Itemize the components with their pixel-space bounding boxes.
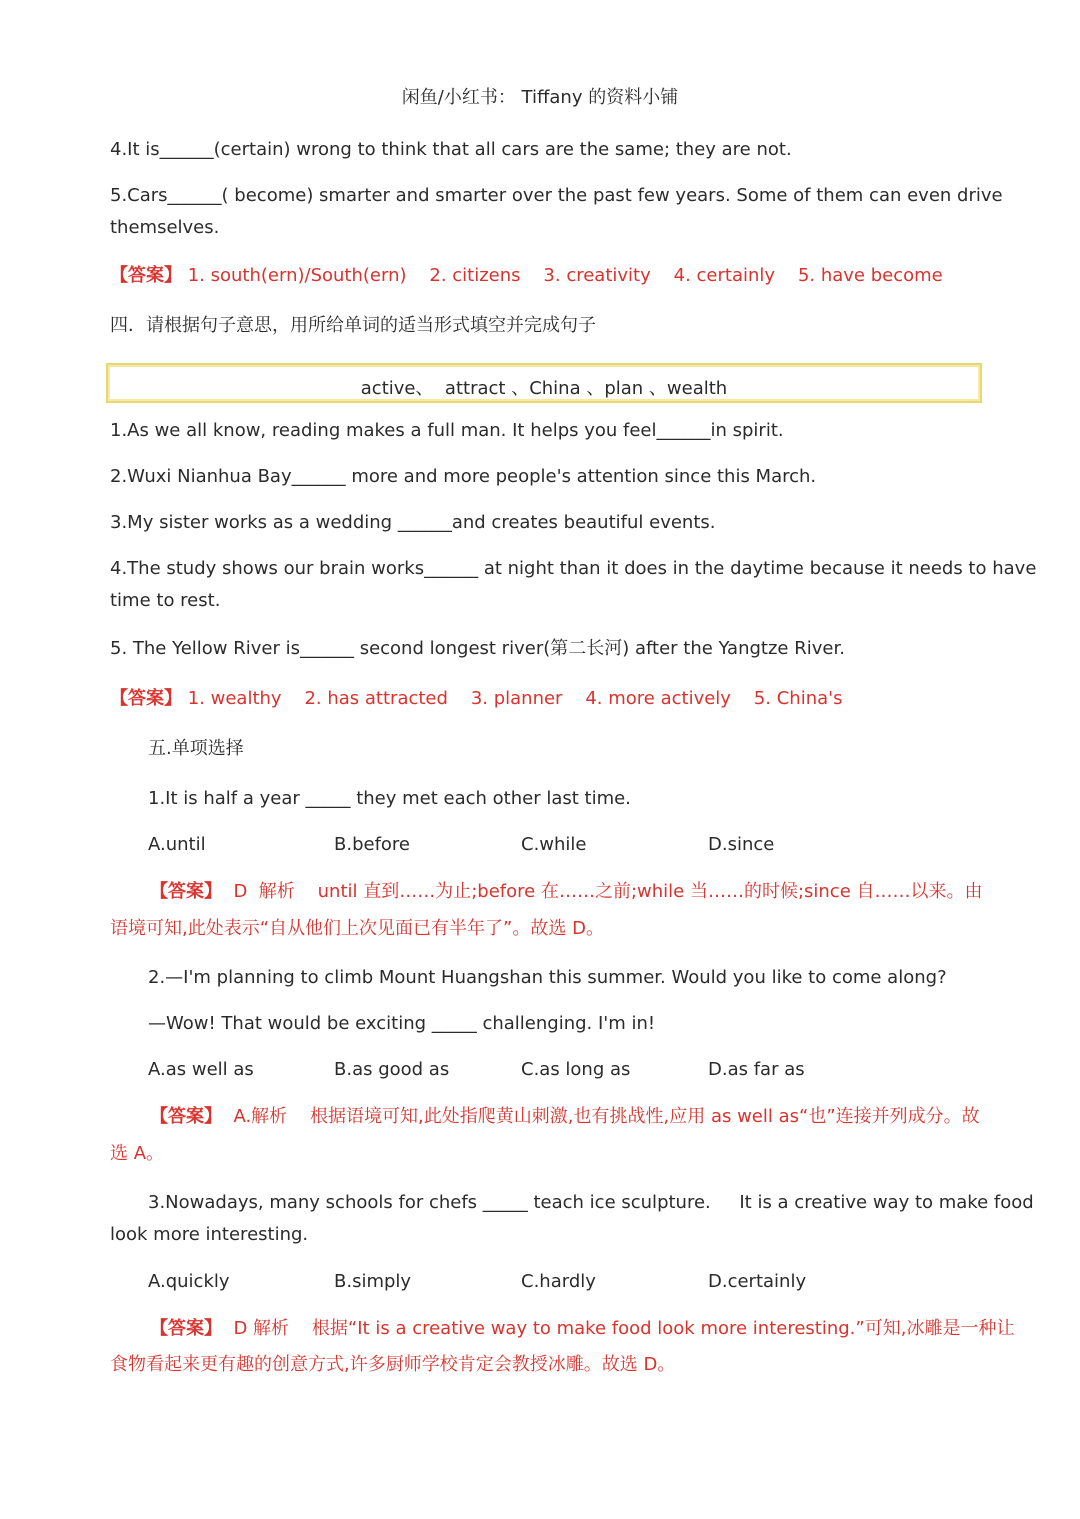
mc-question-1-option-a: A.until [148, 834, 206, 855]
mc-question-2-stem-line2: —Wow! That would be exciting _____ challenging. I'm in! [148, 1013, 656, 1034]
mc-question-1-answer-line1 [150, 883, 983, 901]
answer-text: 1. south(ern)/South(ern) 2. citizens 3. creativity 4. certainly 5. have become [187, 265, 943, 286]
s4-question-2: 2.Wuxi Nianhua Bay______ more and more people's attention since this March. [110, 466, 817, 487]
mc-question-3-answer-line1 [150, 1320, 1014, 1338]
mc-question-3-stem-line2: look more interesting. [110, 1224, 309, 1245]
answer-text: D 解析 until 直到……为止;before 在……之前;while 当……的时候;since 自……以来。由 [227, 881, 983, 902]
mc-question-1-option-b: B.before [334, 834, 410, 855]
s4-question-5: 5. The Yellow River is______ second longest river(第二长河) after the Yangtze River. [110, 638, 845, 659]
s3-question-5-line1: 5.Cars______( become) smarter and smarter over the past few years. Some of them can even drive [110, 185, 1003, 206]
s4-question-4-line2: time to rest. [110, 590, 221, 611]
s4-question-4-line1: 4.The study shows our brain works______ at night than it does in the daytime because it needs to have [110, 558, 1037, 579]
mc-question-2-option-b: B.as good as [334, 1059, 450, 1080]
s4-question-3: 3.My sister works as a wedding ______and creates beautiful events. [110, 512, 716, 533]
s4-answer [110, 690, 842, 708]
mc-question-1-option-d: D.since [708, 834, 775, 855]
word-box [106, 363, 982, 403]
s3-question-5-line2: themselves. [110, 217, 220, 238]
s3-answer [110, 267, 943, 285]
mc-question-2-option-d: D.as far as [708, 1059, 805, 1080]
mc-question-2-stem-line1: 2.—I'm planning to climb Mount Huangshan this summer. Would you like to come along? [148, 967, 947, 988]
answer-tag: 【答案】 [110, 265, 182, 286]
answer-text: D 解析 根据“It is a creative way to make food look more interesting.”可知,冰雕是一种让 [227, 1318, 1015, 1339]
mc-question-1-option-c: C.while [521, 834, 587, 855]
mc-question-1-answer-line2: 语境可知,此处表示“自从他们上次见面已有半年了”。故选 D。 [110, 918, 604, 939]
s5-title: 五.单项选择 [148, 738, 244, 759]
mc-question-2-answer-line2: 选 A。 [110, 1143, 165, 1164]
page-header: 闲鱼/小红书： Tiffany 的资料小铺 [401, 87, 679, 108]
answer-tag: 【答案】 [150, 881, 222, 902]
s3-question-4: 4.It is______(certain) wrong to think that all cars are the same; they are not. [110, 139, 792, 160]
mc-question-1-stem: 1.It is half a year _____ they met each other last time. [148, 788, 631, 809]
mc-question-2-answer-line1 [150, 1108, 980, 1126]
answer-tag: 【答案】 [150, 1318, 222, 1339]
mc-question-3-option-b: B.simply [334, 1271, 412, 1292]
mc-question-3-option-d: D.certainly [708, 1271, 807, 1292]
answer-tag: 【答案】 [110, 688, 182, 709]
mc-question-3-answer-line2: 食物看起来更有趣的创意方式,许多厨师学校肯定会教授冰雕。故选 D。 [110, 1354, 676, 1375]
mc-question-2-option-a: A.as well as [148, 1059, 254, 1080]
s4-question-1: 1.As we all know, reading makes a full man. It helps you feel______in spirit. [110, 420, 784, 441]
answer-text: 1. wealthy 2. has attracted 3. planner 4. more actively 5. China's [187, 688, 843, 709]
mc-question-3-option-c: C.hardly [521, 1271, 596, 1292]
word-box-text: active、 attract 、China 、plan 、wealth [360, 378, 728, 399]
s4-title: 四．请根据句子意思，用所给单词的适当形式填空并完成句子 [110, 315, 596, 336]
mc-question-3-option-a: A.quickly [148, 1271, 230, 1292]
answer-tag: 【答案】 [150, 1106, 222, 1127]
mc-question-3-stem-line1: 3.Nowadays, many schools for chefs _____ teach ice sculpture. It is a creative way to make food [148, 1192, 1034, 1213]
answer-text: A.解析 根据语境可知,此处指爬黄山刺激,也有挑战性,应用 as well as“也”连接并列成分。故 [227, 1106, 980, 1127]
mc-question-2-option-c: C.as long as [521, 1059, 631, 1080]
